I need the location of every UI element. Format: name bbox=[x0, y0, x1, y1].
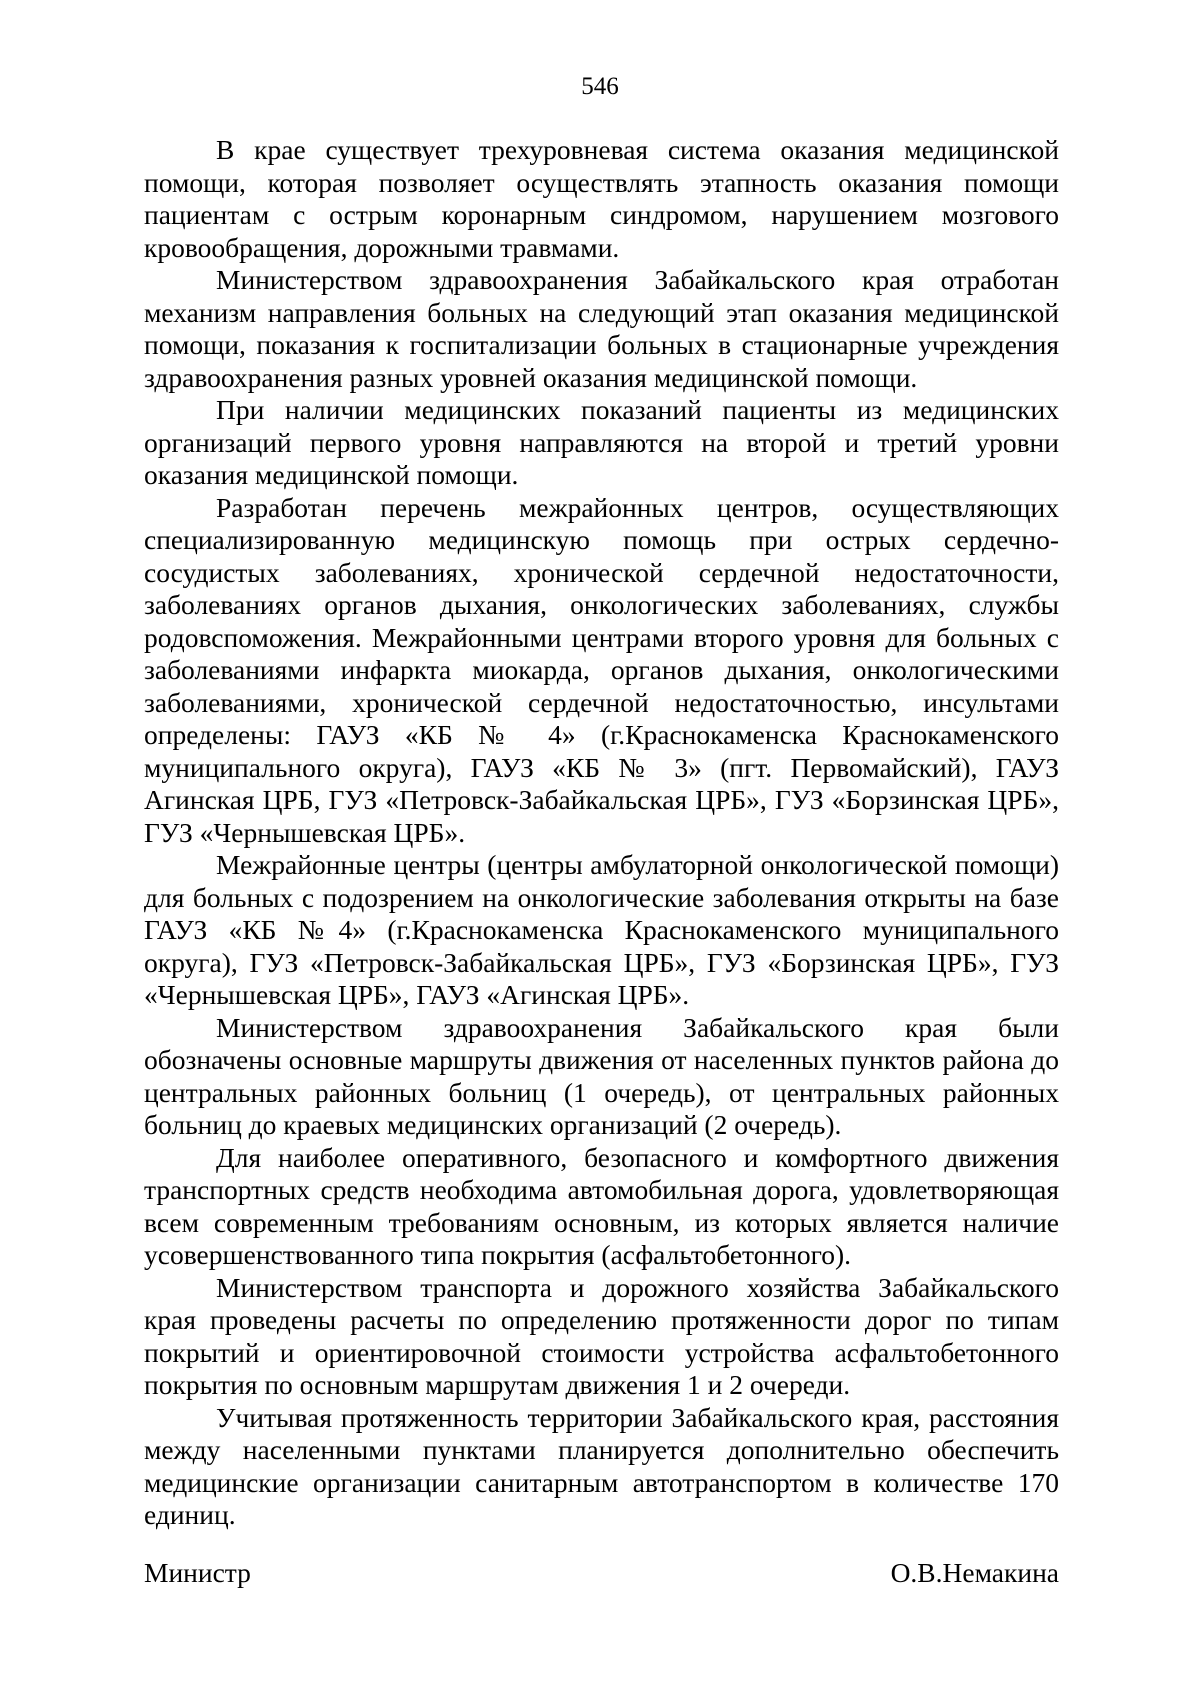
paragraph: Министерством здравоохранения Забайкальского края отработан механизм направления больных на следующий этап оказания медицинской помощи, показания к госпитализации больных в стационарные учреждения здравоохранения разных уровней оказания медицинской помощи. bbox=[144, 264, 1059, 393]
paragraph: В крае существует трехуровневая система оказания медицинской помощи, которая позволяет осуществлять этапность оказания помощи пациентам с острым коронарным синдромом, нарушением мозгового кровообращения, дорожными травмами. bbox=[144, 134, 1059, 263]
paragraph: Разработан перечень межрайонных центров, осуществляющих специализированную медицинскую помощь при острых сердечно-сосудистых заболеваниях, хронической сердечной недостаточности, заболеваниях органов дыхания, онкологических заболеваниях, службы родовспоможения. Межрайонными центрами второго уровня для больных с заболеваниями инфаркта миокарда, органов дыхания, онкологическими заболеваниями, хронической сердечной недостаточностью, инсультами определены: ГАУЗ «КБ № 4» (г.Краснокаменска Краснокаменского муниципального округа), ГАУЗ «КБ № 3» (пгт. Первомайский), ГАУЗ Агинская ЦРБ, ГУЗ «Петровск-Забайкальская ЦРБ», ГУЗ «Борзинская ЦРБ», ГУЗ «Чернышевская ЦРБ». bbox=[144, 491, 1059, 848]
signatory-name: О.В.Немакина bbox=[890, 1557, 1059, 1588]
paragraph: Межрайонные центры (центры амбулаторной онкологической помощи) для больных с подозрением на онкологические заболевания открыты на базе ГАУЗ «КБ №4» (г.Краснокаменска Краснокаменского муниципального округа), ГУЗ «Петровск-Забайкальская ЦРБ», ГУЗ «Борзинская ЦРБ», ГУЗ «Чернышевская ЦРБ», ГАУЗ «Агинская ЦРБ». bbox=[144, 849, 1059, 1010]
paragraph: Для наиболее оперативного, безопасного и комфортного движения транспортных средств необходима автомобильная дорога, удовлетворяющая всем современным требованиям основным, из которых является наличие усовершенствованного типа покрытия (асфальтобетонного). bbox=[144, 1141, 1059, 1270]
document-body bbox=[144, 134, 1059, 1532]
page-number: 546 bbox=[581, 73, 619, 100]
paragraph: При наличии медицинских показаний пациенты из медицинских организаций первого уровня направляются на второй и третий уровни оказания медицинской помощи. bbox=[144, 394, 1059, 490]
paragraph: Министерством здравоохранения Забайкальского края были обозначены основные маршруты движения от населенных пунктов района до центральных районных больниц (1 очередь), от центральных районных больниц до краевых медицинских организаций (2 очередь). bbox=[144, 1011, 1059, 1140]
signatory-title: Министр bbox=[144, 1557, 251, 1588]
paragraph: Министерством транспорта и дорожного хозяйства Забайкальского края проведены расчеты по определению протяженности дорог по типам покрытий и ориентировочной стоимости устройства асфальтобетонного покрытия по основным маршрутам движения 1 и 2 очереди. bbox=[144, 1271, 1059, 1400]
paragraph: Учитывая протяженность территории Забайкальского края, расстояния между населенными пунктами планируется дополнительно обеспечить медицинские организации санитарным автотранспортом в количестве 170 единиц. bbox=[144, 1401, 1059, 1530]
signature-block bbox=[144, 1557, 1059, 1589]
